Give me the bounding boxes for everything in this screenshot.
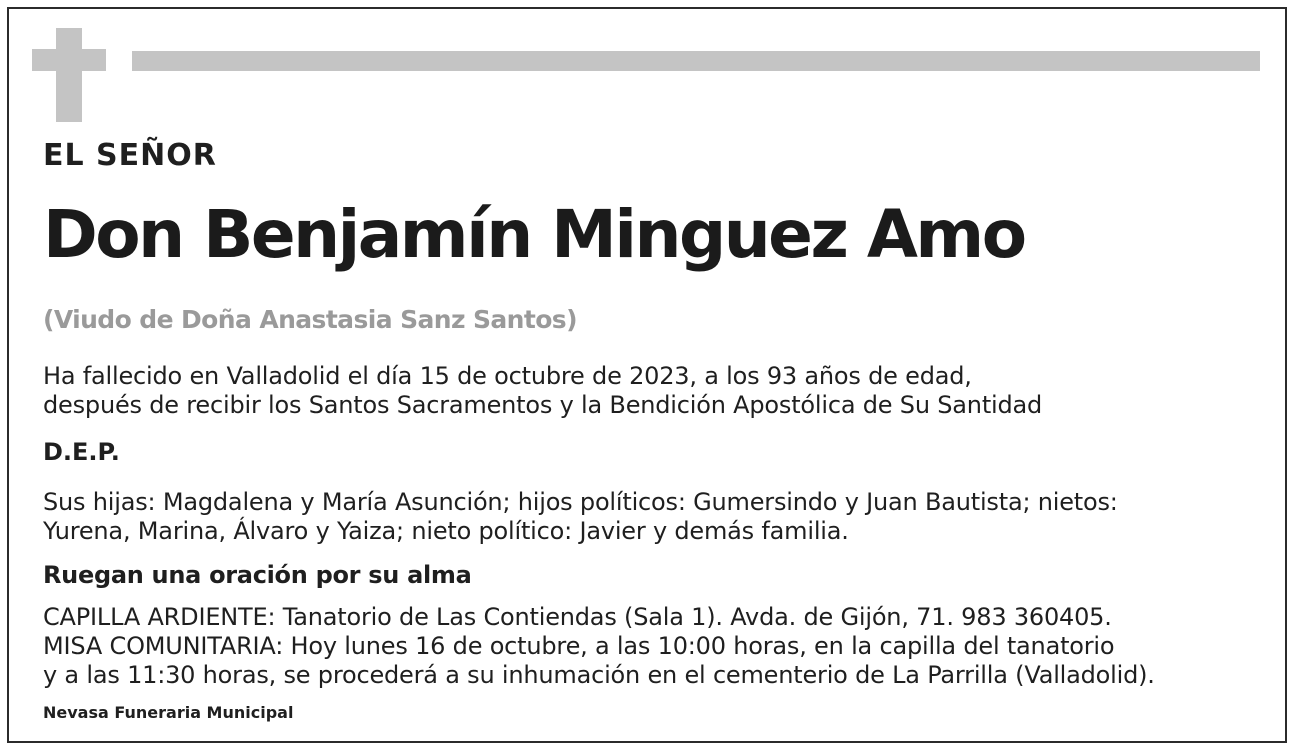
prayer-request: Ruegan una oración por su alma: [43, 561, 472, 589]
mass-line: MISA COMUNITARIA: Hoy lunes 16 de octubre, a las 10:00 horas, en la capilla del tanatorio: [43, 632, 1115, 660]
family-list: [43, 488, 1118, 546]
death-announcement: [43, 362, 1042, 420]
cross-vertical-beam: [56, 28, 82, 122]
family-line: Sus hijas: Magdalena y María Asunción; hijos políticos: Gumersindo y Juan Bautista; nietos:: [43, 488, 1118, 516]
header-divider-bar: [132, 51, 1260, 71]
burial-line: y a las 11:30 horas, se procederá a su inhumación en el cementerio de La Parrilla (Valladolid).: [43, 661, 1155, 689]
service-details: [43, 603, 1155, 690]
deceased-name: Don Benjamín Minguez Amo: [43, 196, 1025, 273]
chapel-line: CAPILLA ARDIENTE: Tanatorio de Las Contiendas (Sala 1). Avda. de Gijón, 71. 983 360405.: [43, 603, 1112, 631]
death-line: después de recibir los Santos Sacramentos y la Bendición Apostólica de Su Santidad: [43, 391, 1043, 419]
death-line: Ha fallecido en Valladolid el día 15 de octubre de 2023, a los 93 años de edad,: [43, 362, 972, 390]
notice-heading: EL SEÑOR: [43, 138, 217, 173]
family-line: Yurena, Marina, Álvaro y Yaiza; nieto político: Javier y demás familia.: [43, 517, 849, 545]
widower-note: (Viudo de Doña Anastasia Sanz Santos): [43, 305, 577, 334]
dep-label: D.E.P.: [43, 438, 120, 466]
cross-horizontal-beam: [32, 49, 106, 71]
funeral-home-name: Nevasa Funeraria Municipal: [43, 703, 294, 722]
